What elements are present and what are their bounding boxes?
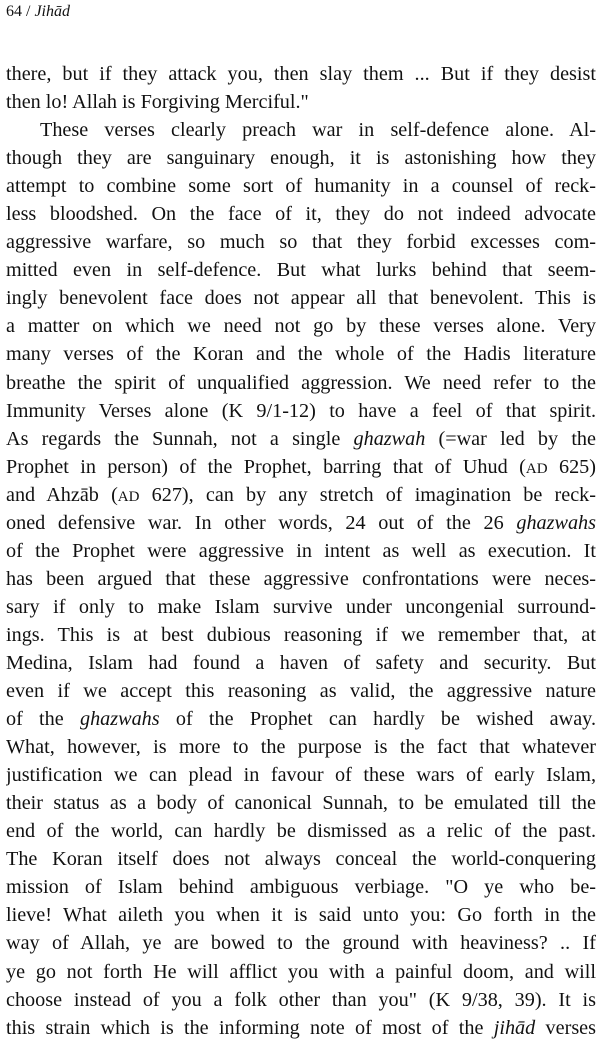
text-line: this strain which is the informing note of most of the jihād verses [6, 1016, 596, 1039]
text-line: and Ahzāb (AD 627), can by any stretch of imagination be reck- [6, 483, 596, 506]
text-line: ings. This is at best dubious reasoning if we remember that, at [6, 623, 596, 646]
text-line: has been argued that these aggressive confrontations were neces- [6, 567, 596, 590]
text-line: Prophet in person) of the Prophet, barring that of Uhud (AD 625) [6, 455, 596, 478]
text-line: Immunity Verses alone (K 9/1-12) to have a feel of that spirit. [6, 399, 596, 422]
text-line: oned defensive war. In other words, 24 out of the 26 ghazwahs [6, 511, 596, 534]
text-line: The Koran itself does not always conceal the world-conquering [6, 848, 596, 871]
text-line: way of Allah, ye are bowed to the ground with heaviness? .. If [6, 932, 596, 955]
text-line: aggressive warfare, so much so that they forbid excesses com- [6, 231, 596, 254]
header-separator: / [22, 3, 35, 20]
running-head [6, 2, 70, 22]
text-line: many verses of the Koran and the whole of the Hadis literature [6, 343, 596, 366]
text-line: lieve! What aileth you when it is said unto you: Go forth in the [6, 904, 596, 927]
body-text [6, 60, 596, 1042]
book-title: Jihād [34, 3, 70, 20]
text-line: of the Prophet were aggressive in intent as well as execution. It [6, 539, 596, 562]
text-line: end of the world, can hardly be dismissed as a relic of the past. [6, 820, 596, 843]
text-line: their status as a body of canonical Sunnah, to be emulated till the [6, 792, 596, 815]
text-line: though they are sanguinary enough, it is astonishing how they [6, 147, 596, 170]
italic-term: ghazwahs [79, 708, 160, 731]
italic-term: ghazwah [353, 427, 426, 450]
text-line: breathe the spirit of unqualified aggression. We need refer to the [6, 371, 596, 394]
text-line: What, however, is more to the purpose is the fact that whatever [6, 736, 596, 759]
text-line: there, but if they attack you, then slay them ... But if they desist [6, 63, 596, 85]
italic-term: ghazwahs [516, 511, 596, 534]
text-line: These verses clearly preach war in self-defence alone. Al- [40, 119, 596, 142]
text-line: a matter on which we need not go by these verses alone. Very [6, 315, 596, 338]
text-line: attempt to combine some sort of humanity in a counsel of reck- [6, 175, 596, 198]
italic-term: jihād [493, 1016, 536, 1039]
text-line: mitted even in self-defence. But what lurks behind that seem- [6, 259, 596, 282]
page-number: 64 [6, 3, 22, 20]
text-line: ye go not forth He will afflict you with a painful doom, and will [6, 960, 596, 983]
text-line: less bloodshed. On the face of it, they do not indeed advocate [6, 203, 596, 226]
text-line: choose instead of you a folk other than you" (K 9/38, 39). It is [6, 988, 596, 1011]
text-line: As regards the Sunnah, not a single ghazwah (=war led by the [6, 427, 596, 450]
text-line: ingly benevolent face does not appear all that benevolent. This is [6, 287, 596, 310]
text-line: sary if only to make Islam survive under uncongenial surround- [6, 595, 596, 618]
text-line: Medina, Islam had found a haven of safety and security. But [6, 651, 596, 674]
text-line: justification we can plead in favour of these wars of early Islam, [6, 764, 596, 787]
text-line: then lo! Allah is Forgiving Merciful." [6, 91, 309, 114]
text-line: even if we accept this reasoning as valid, the aggressive nature [6, 680, 596, 703]
text-line: mission of Islam behind ambiguous verbiage. "O ye who be- [6, 876, 596, 899]
text-line: of the ghazwahs of the Prophet can hardly be wished away. [6, 708, 596, 731]
